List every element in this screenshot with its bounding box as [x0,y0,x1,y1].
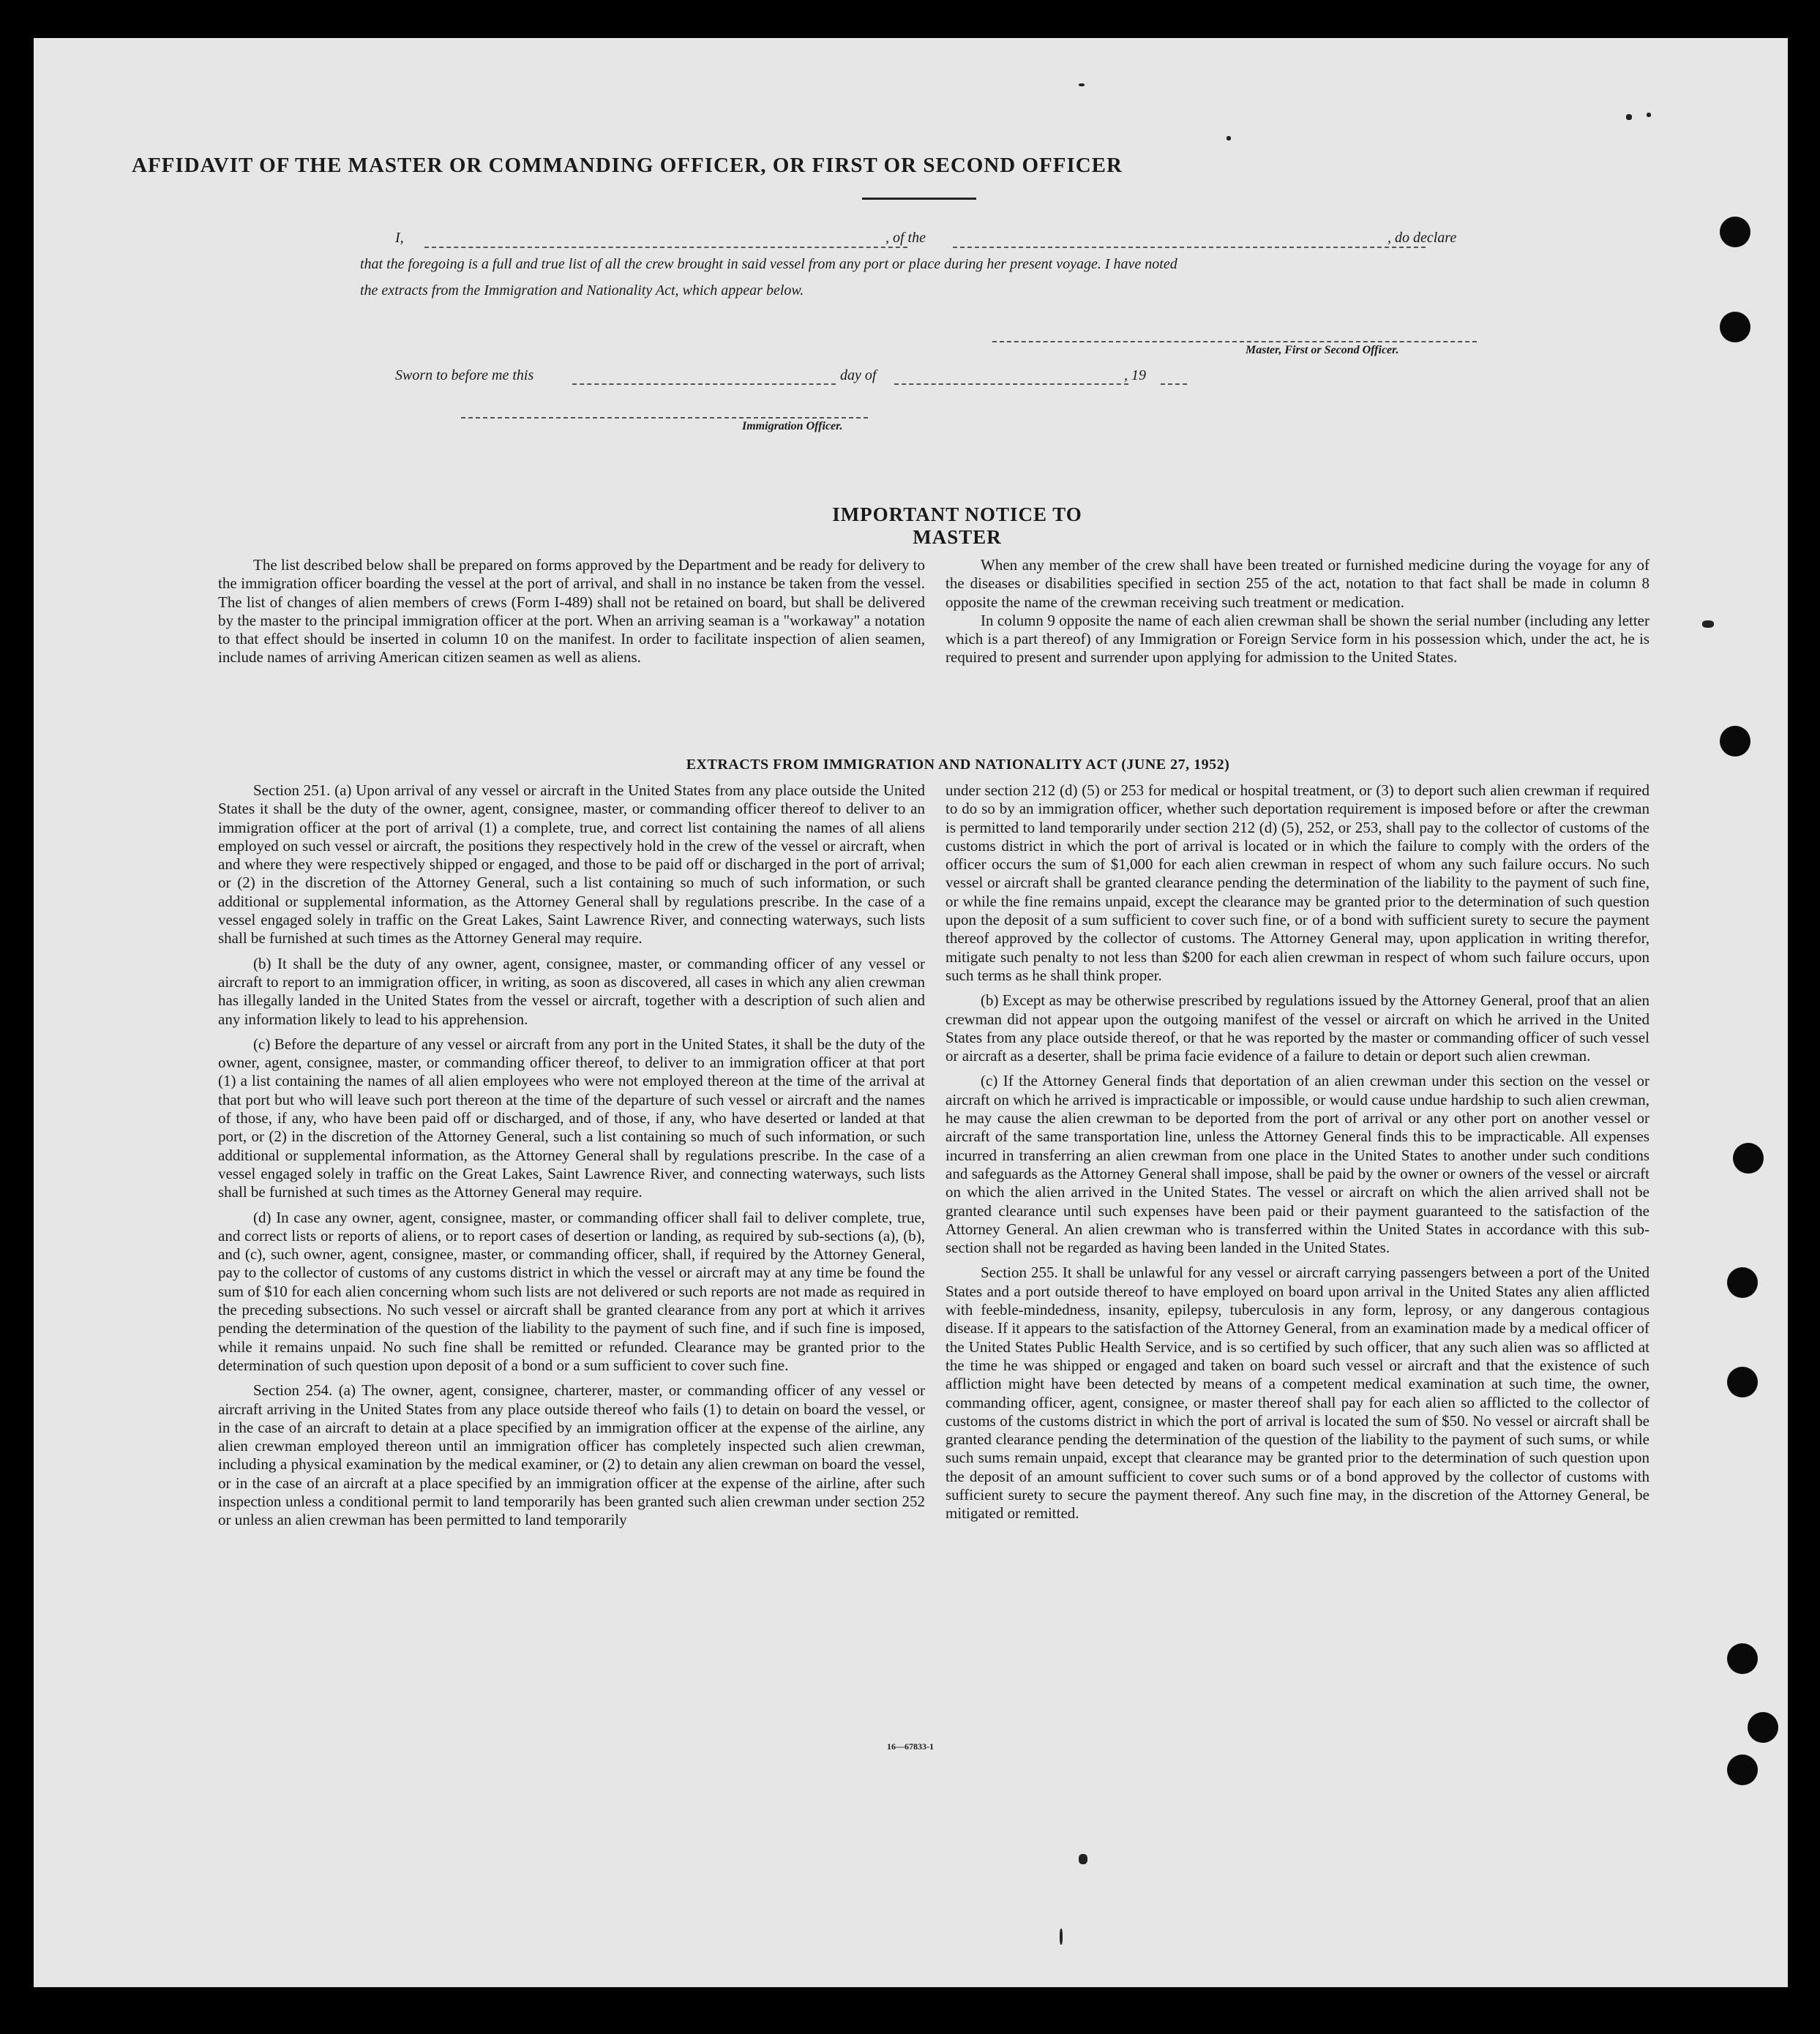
document-page [34,38,1788,1987]
notice-title: IMPORTANT NOTICE TO MASTER [832,503,1082,548]
extract-paragraph: (c) Before the departure of any vessel or aircraft from any port in the United States, it shall be the duty of the owner, agent, consignee, master, or commanding officer thereof, to deliver to an immigration officer at that port (1) a list containing the names of all alien employees who were not employed thereon at the time of the arrival at that port but who will leave such port thereon at the time of the departure of such vessel or aircraft and the names of those, if any, who have been paid off or discharged, and of those, if any, who have deserted or landed at that port, or (2) in the discretion of the Attorney General, such a list containing so much of such information, or such additional or supplemental information, as the Attorney General shall by regulations prescribe. In the case of a vessel engaged solely in traffic on the Great Lakes, Saint Lawrence River, and connecting waterways, such lists shall be furnished at such times as the Attorney General may require. [218,1035,925,1201]
affidavit-line-3: the extracts from the Immigration and Nationality Act, which appear below. [360,282,804,299]
binder-hole [1727,1755,1758,1785]
title-divider [862,198,976,200]
binder-hole [1733,1143,1764,1174]
extract-paragraph: Section 254. (a) The owner, agent, consignee, charterer, master, or commanding officer of any vessel or aircraft arriving in the United States from any place outside thereof who fails (1) to detain on board the vessel, or in the case of an aircraft to detain at a place specified by an immigration officer at the expense of the airline, any alien crewman employed thereon until an immigration officer has completely inspected such alien crewman, including a physical examination by the medical examiner, or (2) to detain any alien crewman on board the vessel, or in the case of an aircraft at a place specified by an immigration officer at the expense of the airline, after such inspection unless a conditional permit to land temporarily has been granted such alien crewman under section 252 or unless an alien crewman has been permitted to land temporarily [218,1381,925,1529]
notice-paragraph: When any member of the crew shall have been treated or furnished medicine during the voyage for any of the diseases or disabilities specified in section 255 of the act, notation to that fact shall be made in column 8 opposite the name of the crewman receiving such treatment or medication. [945,556,1649,611]
scan-speck [1702,620,1714,628]
binder-hole [1720,217,1750,247]
sworn-month-field[interactable] [894,383,1128,385]
affidavit-title: AFFIDAVIT OF THE MASTER OR COMMANDING OFFICER, OR FIRST OR SECOND OFFICER [132,154,1123,177]
binder-hole [1748,1712,1778,1743]
notice-paragraph: The list described below shall be prepared on forms approved by the Department and be ready for delivery to the immigration officer boarding the vessel at the port of arrival, and shall in no instance be taken from the vessel. The list of changes of alien members of crews (Form I-489) shall not be retained on board, but shall be delivered by the master to the principal immigration officer at the port. When an arriving seaman is a "workaway" a notation to that effect should be inserted in column 10 on the manifest. In order to facilitate inspection of alien seamen, include names of arriving American citizen seamen as well as aliens. [218,556,925,667]
extract-paragraph: (c) If the Attorney General finds that deportation of an alien crewman under this section on the vessel or aircraft on which he arrived is impracticable or impossible, or would cause undue hardship to such alien crewman, he may cause the alien crewman to be deported from the port of arrival or any other port on another vessel or aircraft of the same transportation line, unless the Attorney General finds this to be impracticable. All expenses incurred in transferring an alien crewman from one place in the United States to another under such conditions and safeguards as the Attorney General shall impose, shall be paid by the owner or owners of the vessel or aircraft on which the alien arrived in the United States. The vessel or aircraft on which the alien arrived shall not be granted clearance until such expenses have been paid or their payment guaranteed to the satisfaction of the Attorney General. An alien crewman who is transferred within the United States in accordance with this sub-section shall not be regarded as having been landed in the United States. [945,1072,1649,1257]
officer-signature-field[interactable] [461,417,868,419]
extract-paragraph: Section 255. It shall be unlawful for any vessel or aircraft carrying passengers between a port of the United States and a port outside thereof to have employed on board upon arrival in the United States any alien afflicted with feeble-mindedness, insanity, epilepsy, tuberculosis in any form, leprosy, or any dangerous contagious disease. If it appears to the satisfaction of the Attorney General, from an examination made by a medical officer of the United States Public Health Service, and is so certified by such officer, that any such alien was so afflicted at the time he was shipped or engaged and taken on board such vessel or aircraft and that the existence of such affliction might have been detected by means of a competent medical examination at such time, the owner, commanding officer, agent, consignee, or master thereof shall pay for each alien so afflicted to the collector of customs of the customs district in which the port of arrival is located the sum of $50. No vessel or aircraft shall be granted clearance pending the determination of the question of the liability to the payment of such sums, or while such sums remain unpaid, except that clearance may be granted prior to the determination of such question upon the deposit of an amount sufficient to cover such sums or of a bond approved by the collector of customs with sufficient surety to secure the payment thereof. Any such fine may, in the discretion of the Attorney General, be mitigated or remitted. [945,1264,1649,1523]
binder-hole [1727,1643,1758,1674]
scan-speck [1060,1929,1063,1945]
extract-paragraph: (b) It shall be the duty of any owner, agent, consignee, master, or commanding officer of any vessel or aircraft to report to an immigration officer, in writing, as soon as discovered, all cases in which any alien crewman has illegally landed in the United States from the vessel or aircraft, together with a description of such alien and any information likely to lead to his apprehension. [218,954,925,1028]
name-field[interactable] [424,247,907,248]
binder-hole [1727,1267,1758,1298]
scan-speck [1079,1854,1087,1864]
scan-speck [1647,113,1651,117]
notice-paragraph: In column 9 opposite the name of each alien crewman shall be shown the serial number (including any letter which is a part thereof) of any Immigration or Foreign Service form in his possession which, under the act, he is required to present and surrender upon applying for admission to the United States. [945,611,1649,667]
scan-speck [1079,83,1085,86]
officer-signature-caption: Immigration Officer. [742,420,843,432]
affidavit-of-the-label: , of the [885,230,926,246]
master-signature-field[interactable] [992,341,1477,342]
form-code: 16—67833-1 [887,1741,934,1752]
binder-hole [1720,312,1750,342]
vessel-field[interactable] [953,247,1426,248]
affidavit-i-label: I, [395,230,404,246]
affidavit-line-2: that the foregoing is a full and true list of all the crew brought in said vessel from any port or place during her present voyage. I have noted [360,256,1177,272]
master-signature-caption: Master, First or Second Officer. [1246,344,1399,356]
extract-paragraph: (d) In case any owner, agent, consignee, master, or commanding officer shall fail to deliver complete, true, and correct lists or reports of aliens, or to report cases of desertion or landing, as required by sub-sections (a), (b), and (c), such owner, agent, consignee, master, or commanding officer, shall, if required by the Attorney General, pay to the collector of customs of any customs district in which the vessel or aircraft may at any time be found the sum of $10 for each alien concerning whom such lists are not delivered or such reports are not made as required in the preceding subsections. No such vessel or aircraft shall be granted clearance from any port at which it arrives pending the determination of the question of the liability to the payment of such fine, and if such fine is imposed, while it remains unpaid. No such fine shall be remitted or refunded. Clearance may be granted prior to the determination of such question upon deposit of a bond or a sum sufficient to cover such fine. [218,1208,925,1374]
sworn-date-field[interactable] [572,383,836,385]
affidavit-do-declare-label: , do declare [1388,230,1457,246]
extract-paragraph: under section 212 (d) (5) or 253 for medical or hospital treatment, or (3) to deport such alien crewman if required to do so by an immigration officer, whether such deportation requirement is imposed before or after the crewman is permitted to land temporarily under section 212 (d) (5), 252, or 253, shall pay to the collector of customs of the customs district in which the port of arrival is located or in which the failure to comply with the orders of the officer occurs the sum of $1,000 for each alien crewman in respect of whom any such failure occurs. No such vessel or aircraft shall be granted clearance pending the determination of the liability to the payment of such fine, or while the fine remains unpaid, except the clearance may be granted prior to the determination of such question upon the deposit of a sum sufficient to cover such fine, or of a bond with sufficient surety to secure the payment thereof approved by the collector of customs. The Attorney General may, upon application in writing therefor, mitigate such penalty to not less than $200 for each alien crewman in respect of whom such failure occurs, upon such terms as he shall think proper. [945,781,1649,984]
day-of-label: day of [840,367,877,383]
binder-hole [1727,1367,1758,1397]
scan-speck [1227,136,1231,140]
scan-speck [1626,114,1632,120]
extract-paragraph: (b) Except as may be otherwise prescribed by regulations issued by the Attorney General, proof that an alien crewman did not appear upon the outgoing manifest of the vessel or aircraft on which he arrived in the United States from any place outside thereof, or that he was reported by the master or commanding officer of such vessel or aircraft as a deserter, shall be prima facie evidence of a failure to detain or deport such alien crewman. [945,991,1649,1065]
notice-right-column [945,556,1649,667]
sworn-label: Sworn to before me this [395,367,534,383]
year-label: , 19 [1124,367,1146,383]
binder-hole [1720,726,1750,757]
notice-left-column [218,556,925,667]
extracts-title: EXTRACTS FROM IMMIGRATION AND NATIONALITY ACT (JUNE 27, 1952) [686,757,1230,773]
extracts-left-column [218,781,925,1530]
extract-paragraph: Section 251. (a) Upon arrival of any vessel or aircraft in the United States from any place outside the United States it shall be the duty of the owner, agent, consignee, master, or commanding officer thereof to deliver to an immigration officer at the port of arrival (1) a complete, true, and correct list containing the names of all aliens employed on such vessel or aircraft, the positions they respectively hold in the crew of the vessel or aircraft, when and where they were respectively shipped or engaged, and those to be paid off or discharged in the port of arrival; or (2) in the discretion of the Attorney General, such a list containing so much of such information, or such additional or supplemental information, as the Attorney General shall by regulations prescribe. In the case of a vessel engaged solely in traffic on the Great Lakes, Saint Lawrence River, and connecting waterways, such lists shall be furnished at such times as the Attorney General may require. [218,781,925,947]
sworn-year-field[interactable] [1161,383,1187,385]
extracts-right-column [945,781,1649,1523]
